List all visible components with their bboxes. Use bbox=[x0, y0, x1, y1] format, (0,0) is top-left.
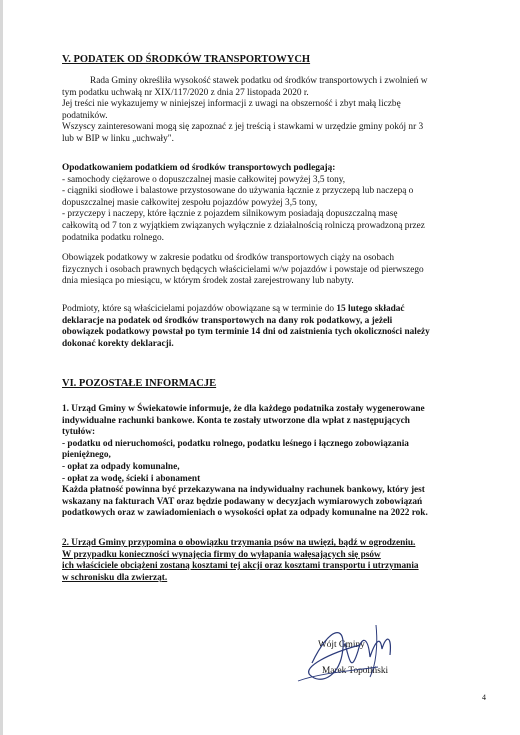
text-line: całkowitą od 7 ton z wyjątkiem związanych wyłącznie z działalnością rolniczą prowadzoną przez bbox=[62, 220, 425, 231]
text-line: fizycznych i osobach prawnych będących właścicielami w/w pojazdów i powstaje od pierwszego bbox=[62, 264, 424, 275]
text-line: - ciągniki siodłowe i balastowe przystosowane do używania łącznie z przyczepą lub naczepą o bbox=[62, 186, 414, 197]
section-6-heading: VI. POZOSTAŁE INFORMACJE bbox=[62, 378, 217, 389]
text-line: lub w BIP w linku „uchwały". bbox=[62, 133, 174, 144]
text-line: - przyczepy i naczepy, które łącznie z pojazdem silnikowym posiadają dopuszczalną masę bbox=[62, 209, 398, 220]
text-line: Każda płatność powinna być przekazywana na indywidualny rachunek bankowy, który jest bbox=[62, 485, 425, 496]
text-line: podatkowych oraz w zawiadomieniach o wysokości opłat za odpady komunalne na 2022 rok. bbox=[62, 508, 428, 519]
text-line: podatnika podatku rolnego. bbox=[62, 232, 164, 243]
section-5-paragraph-4 bbox=[62, 304, 474, 350]
text-line: W przypadku konieczności wynajęcia firmy do wyłapania wałęsających się psów bbox=[62, 549, 381, 560]
page-number: 4 bbox=[482, 693, 486, 702]
text-line: - opłat za wodę, ścieki i abonament bbox=[62, 473, 201, 484]
text-line: - samochody ciężarowe o dopuszczalnej masie całkowitej powyżej 3,5 tony, bbox=[62, 174, 346, 185]
text-line: tym podatku uchwałą nr XIX/117/2020 z dnia 27 listopada 2020 r. bbox=[62, 87, 309, 98]
text-line: ich właściciele obciążeni zostaną kosztami tej akcji oraz kosztami transportu i utrzymania bbox=[62, 561, 419, 572]
text-line: pieniężnego, bbox=[62, 450, 111, 461]
deadline-date: 15 lutego składać bbox=[336, 304, 405, 314]
text-line: - podatku od nieruchomości, podatku rolnego, podatku leśnego i łącznego zobowiązania bbox=[62, 438, 409, 449]
text-line: dnia miesiąca po miesiącu, w którym środek został zarejestrowany lub nabyty. bbox=[62, 276, 354, 287]
text-line: Wszyscy zainteresowani mogą się zapoznać z jej treścią i stawkami w urzędzie gminy pokój nr 3 bbox=[62, 122, 424, 133]
text-line: dopuszczalnej masie całkowitej zespołu pojazdów powyżej 3,5 tony, bbox=[62, 197, 318, 208]
text-line bbox=[62, 304, 474, 316]
signature-name: Marek Topoliński bbox=[322, 666, 389, 676]
text-line: podatników. bbox=[62, 110, 108, 121]
text-line: Obowiązek podatkowy w zakresie podatku od środków transportowych ciąży na osobach bbox=[62, 253, 395, 263]
section-6-paragraph-2 bbox=[62, 538, 474, 584]
section-5-paragraph-3 bbox=[62, 253, 474, 288]
section-5-heading: V. PODATEK OD ŚRODKÓW TRANSPORTOWYCH bbox=[62, 54, 311, 65]
signature-title: Wójt Gminy bbox=[318, 640, 365, 650]
text-line: Jej treści nie wykazujemy w niniejszej informacji z uwagi na obszerność i zbyt małą liczbę bbox=[62, 99, 401, 110]
text-line: dokonać korekty deklaracji. bbox=[62, 338, 174, 349]
text-line: - opłat za odpady komunalne, bbox=[62, 461, 180, 472]
text-line: w schronisku dla zwierząt. bbox=[62, 572, 168, 583]
text-line: 2. Urząd Gminy przypomina o obowiązku trzymania psów na uwięzi, bądź w ogrodzeniu. bbox=[62, 538, 416, 548]
text-line: deklaracje na podatek od środków transportowych na dany rok podatkowy, a jeżeli bbox=[62, 315, 393, 326]
section-6-paragraph-1 bbox=[62, 404, 474, 520]
section-5-paragraph-2 bbox=[62, 163, 474, 244]
subheading: Opodatkowaniem podatkiem od środków transportowych podlegają: bbox=[62, 163, 336, 173]
text-line: 1. Urząd Gminy w Świekatowie informuje, że dla każdego podatnika zostały wygenerowane bbox=[62, 404, 425, 414]
page-edge-shadow bbox=[0, 0, 3, 735]
section-5-paragraph-1 bbox=[62, 76, 474, 146]
text-line: wskazany na fakturach VAT oraz będzie podawany w decyzjach wymiarowych zobowiązań bbox=[62, 496, 423, 507]
text-line: tytułów: bbox=[62, 427, 96, 438]
text-line: Rada Gminy określiła wysokość stawek podatku od środków transportowych i zwolnień w bbox=[90, 76, 428, 86]
handwritten-signature bbox=[290, 615, 420, 690]
text-line: indywidualne rachunki bankowe. Konta te zostały utworzone dla wpłat z następujących bbox=[62, 415, 410, 426]
text-line: obowiązek podatkowy powstał po tym terminie 14 dni od zaistnienia tych okoliczności należy bbox=[62, 327, 430, 338]
text-run: Podmioty, które są właścicielami pojazdów obowiązane są w terminie do bbox=[62, 304, 337, 314]
